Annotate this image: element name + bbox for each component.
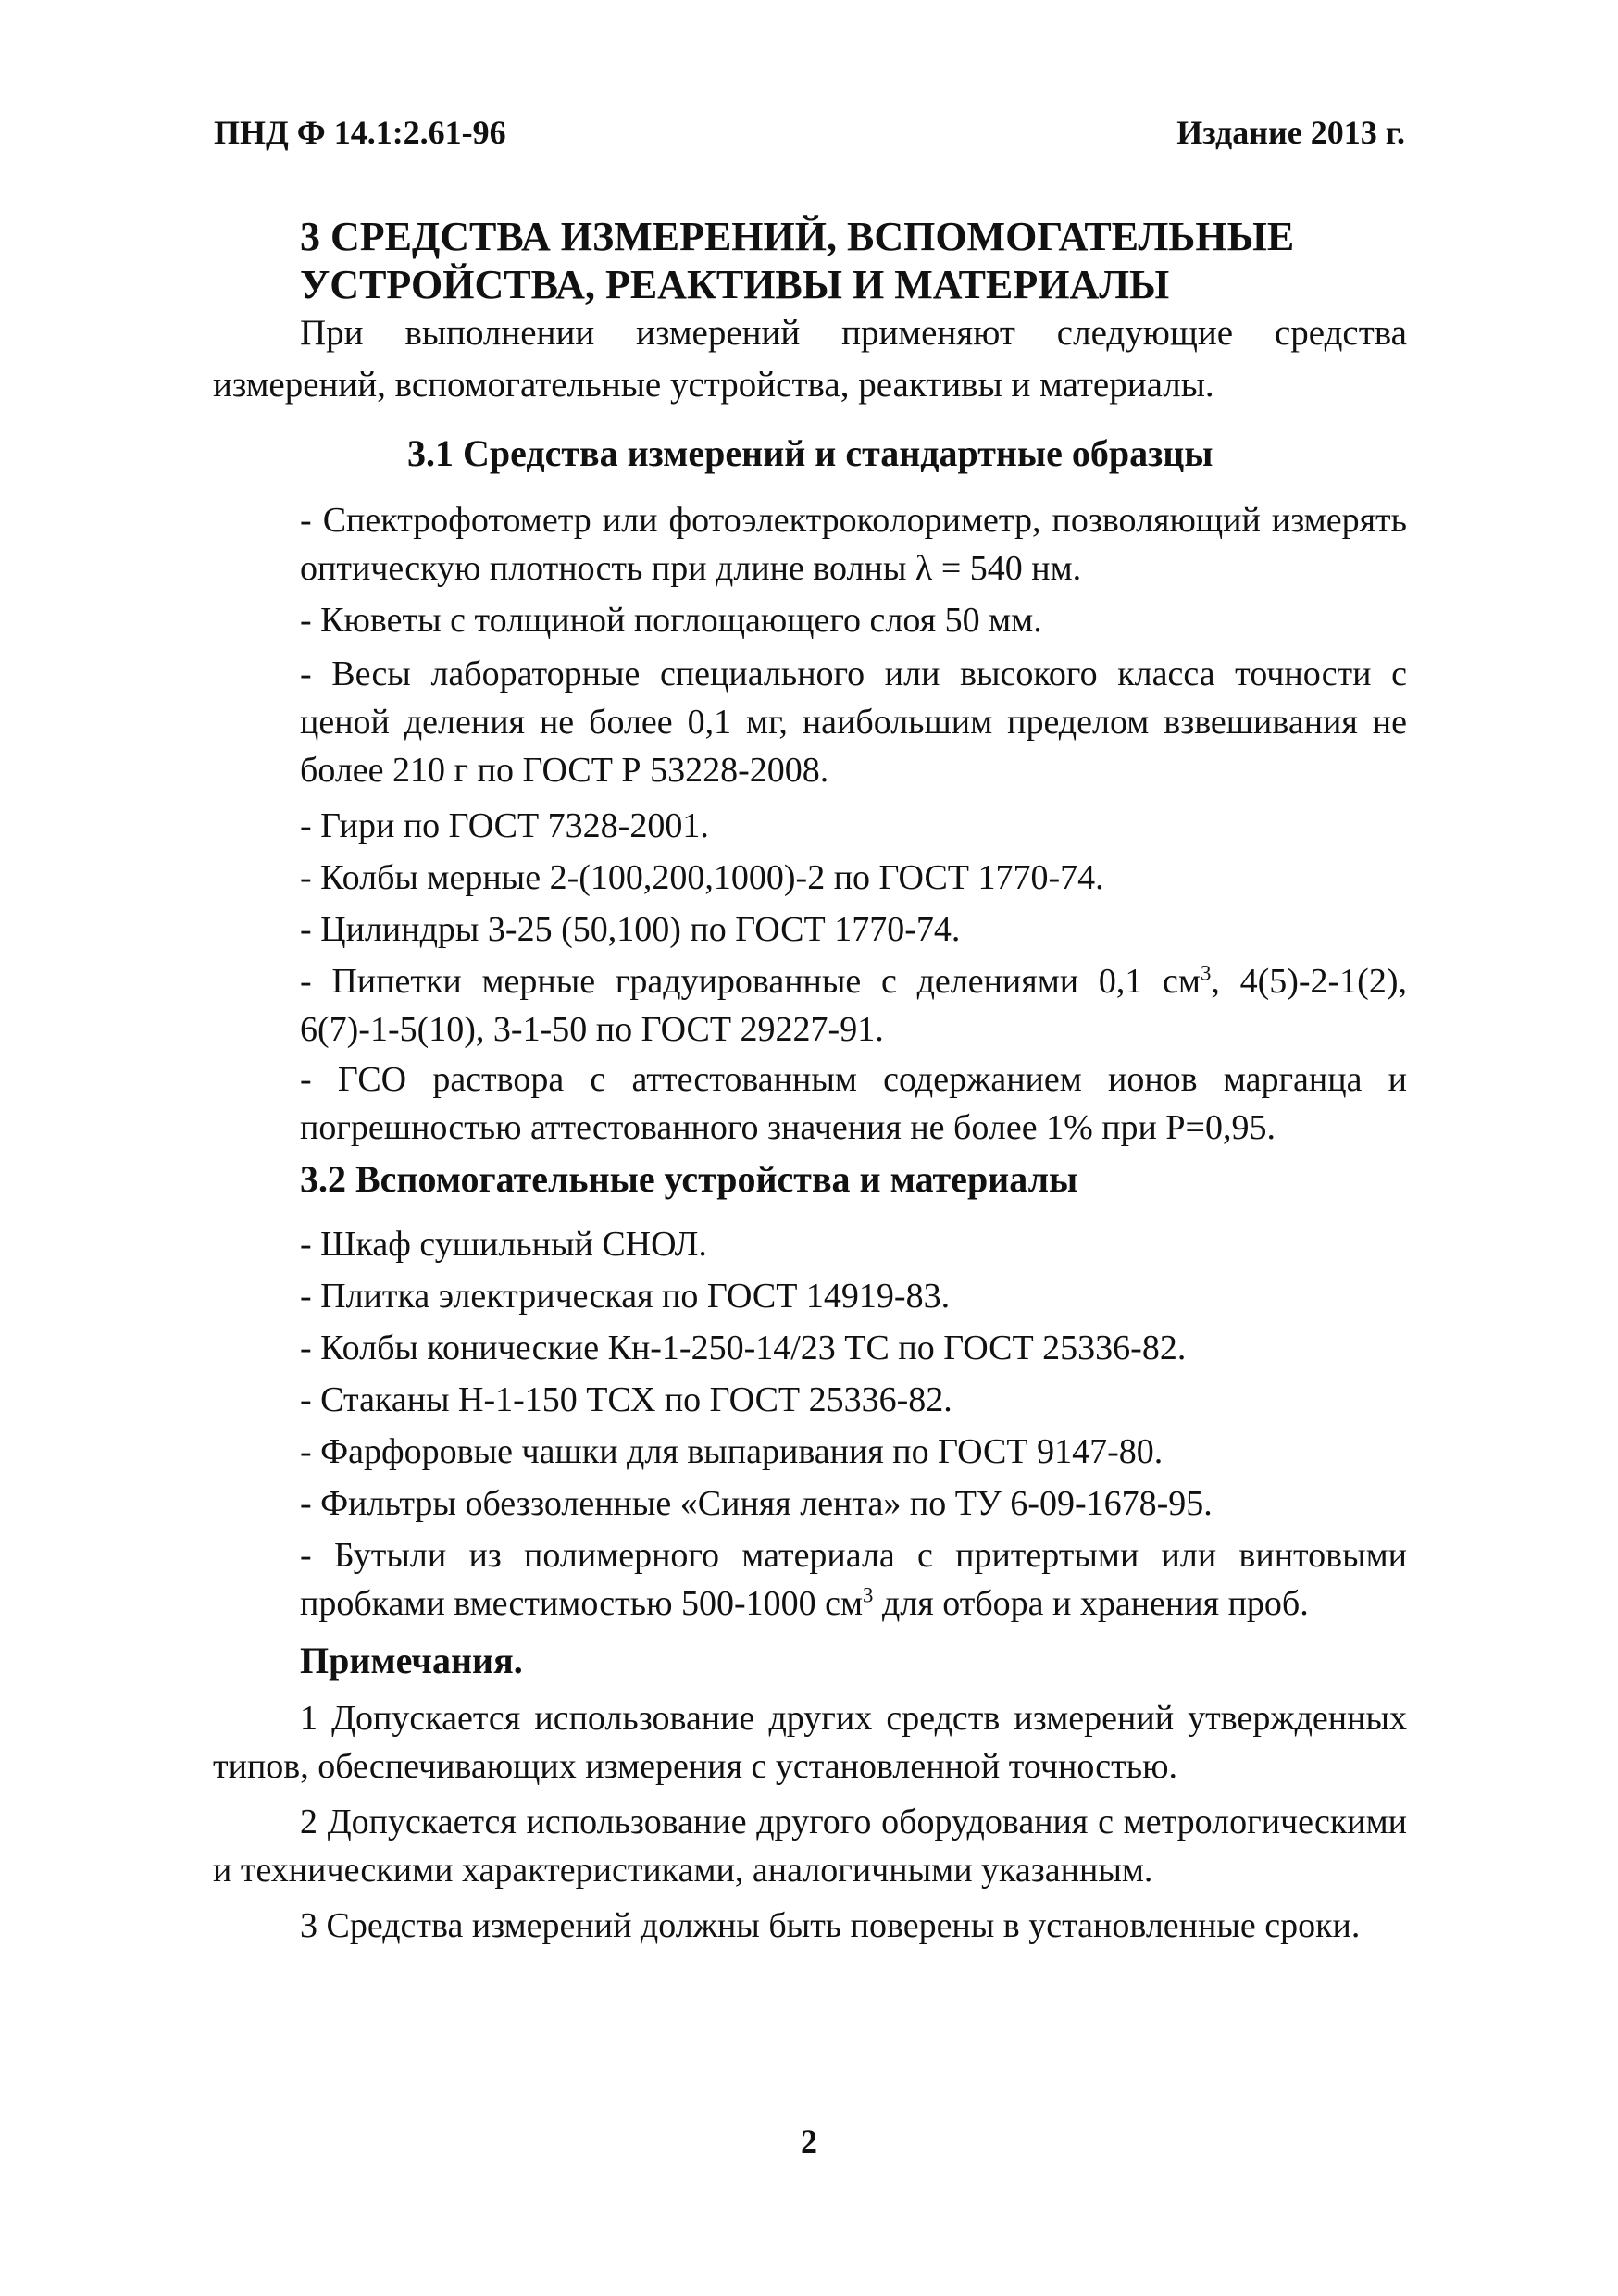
list-item: - Весы лабораторные специального или высокого класса точности с ценой деления не более 0,1 мг, наибольшим пределом взвешивания не более 210 г по ГОСТ Р 53228-2008. bbox=[300, 655, 1407, 790]
subsection-title-measuring: 3.1 Средства измерений и стандартные образцы bbox=[407, 432, 1214, 474]
note-item: 3 Средства измерений должны быть поверены в установленные сроки. bbox=[300, 1906, 1361, 1945]
list-item: - Плитка электрическая по ГОСТ 14919-83. bbox=[300, 1277, 951, 1316]
list-item: - Фарфоровые чашки для выпаривания по ГОСТ 9147-80. bbox=[300, 1432, 1164, 1471]
list-item-bottles: - Бутыли из полимерного материала с притертыми или винтовыми пробками вместимостью 500-1000 $см^3$ для отбора и хранения проб. bbox=[300, 1536, 1407, 1623]
section-intro: При выполнении измерений применяют следующие средства измерений, вспомогательные устройства, реактивы и материалы. bbox=[213, 313, 1407, 405]
page-number: 2 bbox=[801, 2123, 817, 2160]
document-code: ПНД Ф 14.1:2.61-96 bbox=[214, 114, 506, 151]
list-item: - Колбы мерные 2-(100,200,1000)-2 по ГОСТ 1770-74. bbox=[300, 858, 1104, 897]
note-item: 1 Допускается использование других средств измерений утвержденных типов, обеспечивающих измерения с установленной точностью. bbox=[213, 1699, 1407, 1786]
list-item: - Гири по ГОСТ 7328-2001. bbox=[300, 806, 709, 845]
list-item: - Фильтры обеззоленные «Синяя лента» по ТУ 6-09-1678-95. bbox=[300, 1484, 1213, 1523]
notes-title: Примечания. bbox=[300, 1640, 523, 1681]
list-item: - Стаканы Н-1-150 ТСХ по ГОСТ 25336-82. bbox=[300, 1380, 952, 1419]
subsection-title-auxiliary: 3.2 Вспомогательные устройства и материалы bbox=[300, 1158, 1078, 1200]
list-item: - ГСО раствора с аттестованным содержанием ионов марганца и погрешностью аттестованного значения не более 1% при Р=0,95. bbox=[300, 1060, 1407, 1147]
list-item: - Колбы конические Кн-1-250-14/23 ТС по ГОСТ 25336-82. bbox=[300, 1329, 1187, 1367]
list-item-pipettes: - Пипетки мерные градуированные с делениями 0,1 $см^3$, 4(5)-2-1(2), 6(7)-1-5(10), 3-1-50 по ГОСТ 29227-91. bbox=[300, 961, 1407, 1049]
list-item: - Шкаф сушильный СНОЛ. bbox=[300, 1225, 707, 1264]
note-item: 2 Допускается использование другого оборудования с метрологическими и техническими характеристиками, аналогичными указанным. bbox=[213, 1803, 1407, 1890]
list-item: - Цилиндры 3-25 (50,100) по ГОСТ 1770-74. bbox=[300, 910, 961, 949]
list-item: - Спектрофотометр или фотоэлектроколориметр, позволяющий измерять оптическую плотность при длине волны λ = 540 нм. bbox=[300, 501, 1407, 588]
edition-label: Издание 2013 г. bbox=[1176, 114, 1405, 151]
section-title: 3 СРЕДСТВА ИЗМЕРЕНИЙ, ВСПОМОГАТЕЛЬНЫЕ УСТРОЙСТВА, РЕАКТИВЫ И МАТЕРИАЛЫ bbox=[300, 214, 1295, 307]
list-item: - Кюветы с толщиной поглощающего слоя 50 мм. bbox=[300, 601, 1042, 640]
